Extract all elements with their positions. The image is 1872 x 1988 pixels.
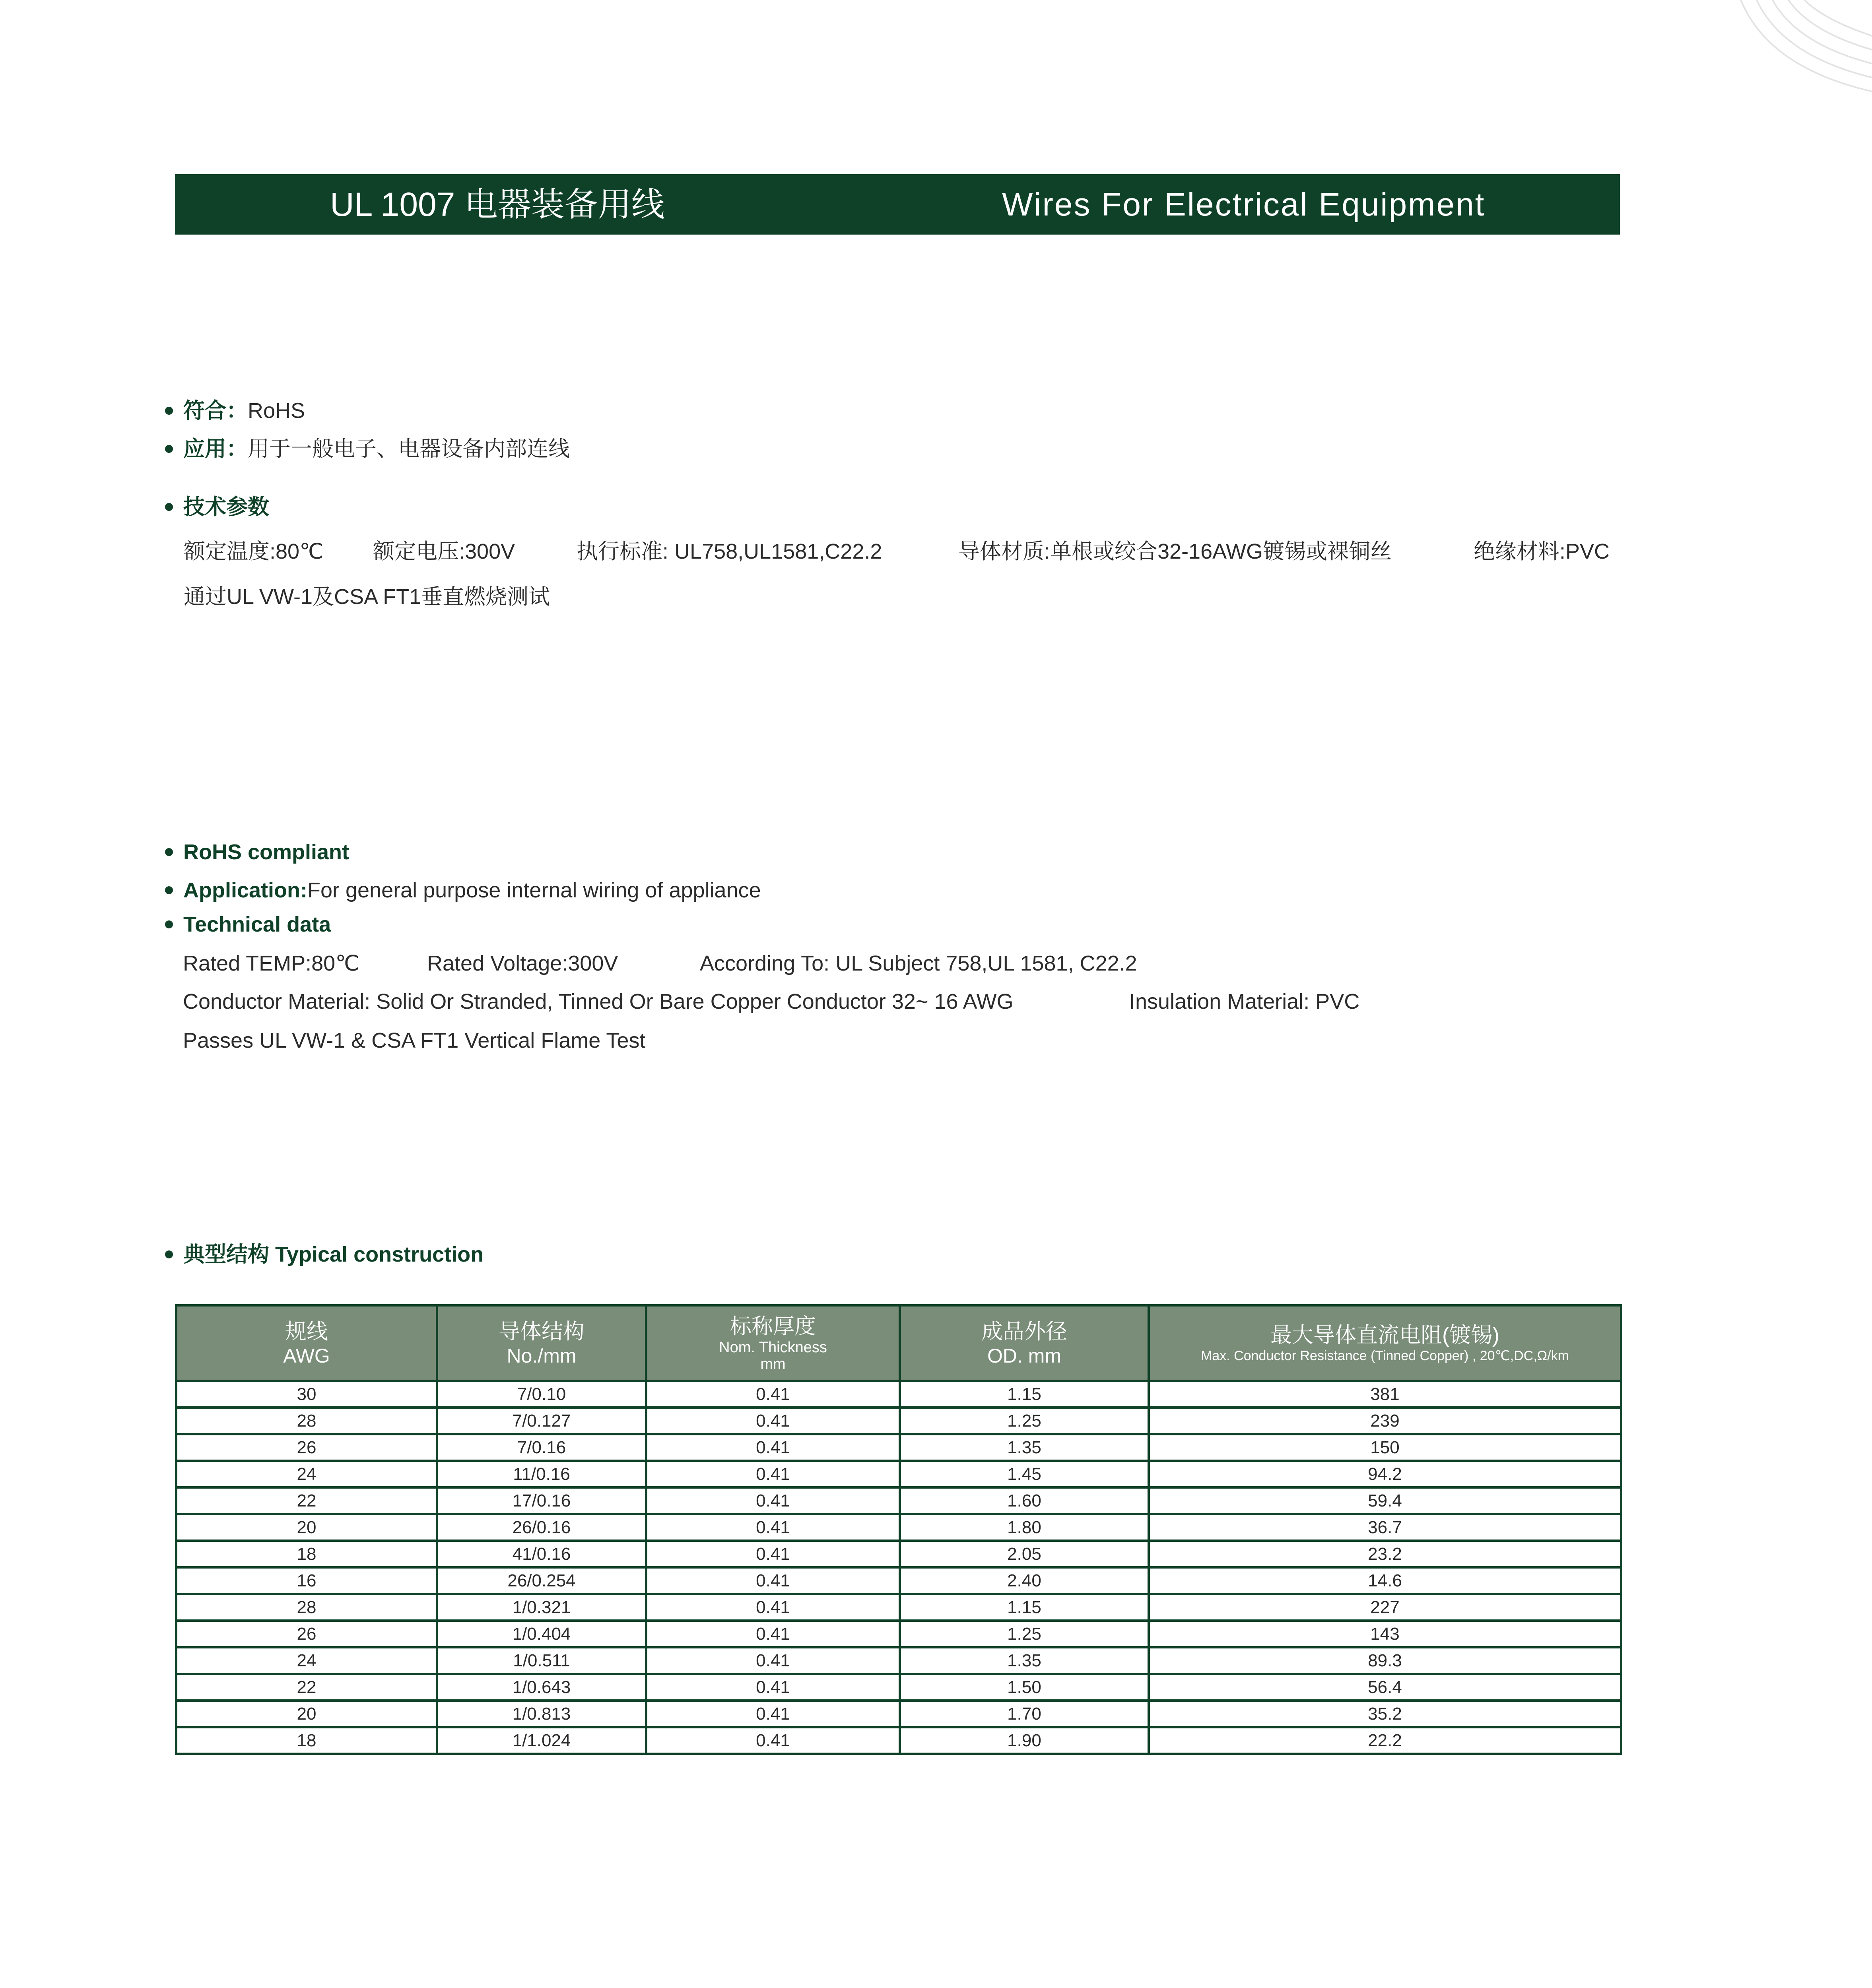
en-application-label: Application: xyxy=(183,878,307,902)
header-conductor: 导体结构 No./mm xyxy=(437,1305,646,1381)
cell-conductor: 7/0.10 xyxy=(437,1381,646,1408)
cn-insulation: 绝缘材料:PVC xyxy=(1474,540,1610,563)
en-rohs-label: RoHS compliant xyxy=(183,840,350,864)
table-row xyxy=(176,1434,1621,1461)
title-english: Wires For Electrical Equipment xyxy=(1002,186,1486,223)
bullet-dot-icon xyxy=(165,407,173,415)
cell-resistance: 227 xyxy=(1149,1594,1621,1621)
cn-standard: 执行标准: UL758,UL1581,C22.2 xyxy=(577,540,882,563)
cell-thickness: 0.41 xyxy=(646,1701,900,1727)
cell-conductor: 1/0.511 xyxy=(437,1647,646,1674)
cn-compliance-label: 符合： xyxy=(183,399,248,423)
cell-od: 2.40 xyxy=(900,1567,1149,1594)
table-row xyxy=(176,1594,1621,1621)
table-row xyxy=(176,1674,1621,1701)
table-row xyxy=(176,1621,1621,1647)
cell-awg: 22 xyxy=(176,1674,437,1701)
cn-rated-temp: 额定温度:80℃ xyxy=(184,540,324,563)
table-row xyxy=(176,1647,1621,1674)
cell-conductor: 1/0.321 xyxy=(437,1594,646,1621)
cell-thickness: 0.41 xyxy=(646,1727,900,1754)
cell-conductor: 7/0.16 xyxy=(437,1434,646,1461)
cell-od: 1.35 xyxy=(900,1434,1149,1461)
cell-thickness: 0.41 xyxy=(646,1621,900,1647)
en-rated-voltage: Rated Voltage:300V xyxy=(427,951,618,975)
bullet-dot-icon xyxy=(165,920,173,928)
cn-compliance-row xyxy=(165,397,305,425)
cell-conductor: 1/0.813 xyxy=(437,1701,646,1727)
header-resistance: 最大导体直流电阻(镀锡) Max. Conductor Resistance (Tinned Copper) , 20℃,DC,Ω/km xyxy=(1149,1305,1621,1381)
bullet-dot-icon xyxy=(165,503,173,511)
cell-resistance: 23.2 xyxy=(1149,1541,1621,1567)
cell-conductor: 26/0.254 xyxy=(437,1567,646,1594)
cell-resistance: 143 xyxy=(1149,1621,1621,1647)
cell-thickness: 0.41 xyxy=(646,1461,900,1487)
title-banner xyxy=(175,174,1620,235)
cell-thickness: 0.41 xyxy=(646,1541,900,1567)
cell-thickness: 0.41 xyxy=(646,1381,900,1408)
title-chinese: UL 1007 电器装备用线 xyxy=(330,186,665,223)
cell-awg: 18 xyxy=(176,1541,437,1567)
cell-od: 2.05 xyxy=(900,1541,1149,1567)
table-row xyxy=(176,1408,1621,1434)
cn-tech-label: 技术参数 xyxy=(183,495,269,519)
en-tech-label: Technical data xyxy=(183,912,331,936)
bullet-dot-icon xyxy=(165,445,173,453)
cell-thickness: 0.41 xyxy=(646,1567,900,1594)
cell-resistance: 22.2 xyxy=(1149,1727,1621,1754)
cell-awg: 24 xyxy=(176,1461,437,1487)
cell-awg: 16 xyxy=(176,1567,437,1594)
en-rated-temp: Rated TEMP:80℃ xyxy=(183,951,359,975)
table-row xyxy=(176,1541,1621,1567)
table-row xyxy=(176,1727,1621,1754)
cell-awg: 22 xyxy=(176,1487,437,1514)
cell-awg: 20 xyxy=(176,1701,437,1727)
cell-awg: 24 xyxy=(176,1647,437,1674)
bullet-dot-icon xyxy=(165,1250,173,1258)
cell-od: 1.70 xyxy=(900,1701,1149,1727)
table-row xyxy=(176,1461,1621,1487)
cell-awg: 20 xyxy=(176,1514,437,1541)
cn-tech-heading xyxy=(165,493,269,521)
construction-heading xyxy=(165,1241,484,1268)
cell-resistance: 59.4 xyxy=(1149,1487,1621,1514)
cell-resistance: 94.2 xyxy=(1149,1461,1621,1487)
cell-od: 1.15 xyxy=(900,1381,1149,1408)
en-according-to: According To: UL Subject 758,UL 1581, C22.2 xyxy=(700,951,1137,975)
cell-conductor: 7/0.127 xyxy=(437,1408,646,1434)
cn-flame-test: 通过UL VW-1及CSA FT1垂直燃烧测试 xyxy=(184,585,550,609)
table-row xyxy=(176,1514,1621,1541)
cell-thickness: 0.41 xyxy=(646,1487,900,1514)
table-row xyxy=(176,1701,1621,1727)
cell-awg: 18 xyxy=(176,1727,437,1754)
cell-resistance: 89.3 xyxy=(1149,1647,1621,1674)
cell-thickness: 0.41 xyxy=(646,1647,900,1674)
cell-awg: 28 xyxy=(176,1408,437,1434)
cell-conductor: 1/0.643 xyxy=(437,1674,646,1701)
table-row xyxy=(176,1487,1621,1514)
en-application-value: For general purpose internal wiring of appliance xyxy=(307,878,761,902)
cell-od: 1.80 xyxy=(900,1514,1149,1541)
header-awg: 规线 AWG xyxy=(176,1305,437,1381)
cell-od: 1.15 xyxy=(900,1594,1149,1621)
cn-conductor: 导体材质:单根或绞合32-16AWG镀锡或裸铜丝 xyxy=(958,540,1392,563)
header-thickness: 标称厚度 Nom. Thickness mm xyxy=(646,1305,900,1381)
en-rohs-row xyxy=(165,838,349,866)
cell-thickness: 0.41 xyxy=(646,1674,900,1701)
cell-resistance: 35.2 xyxy=(1149,1701,1621,1727)
en-insulation: Insulation Material: PVC xyxy=(1129,990,1360,1013)
table-row xyxy=(176,1381,1621,1408)
cell-resistance: 239 xyxy=(1149,1408,1621,1434)
cell-resistance: 14.6 xyxy=(1149,1567,1621,1594)
cell-conductor: 1/1.024 xyxy=(437,1727,646,1754)
corner-arc-decoration xyxy=(1705,0,1872,95)
cell-od: 1.60 xyxy=(900,1487,1149,1514)
en-application-row xyxy=(165,876,761,904)
cn-application-label: 应用： xyxy=(183,437,248,461)
construction-label: 典型结构 Typical construction xyxy=(183,1242,484,1266)
cn-application-row xyxy=(165,435,570,463)
cell-conductor: 1/0.404 xyxy=(437,1621,646,1647)
cell-awg: 26 xyxy=(176,1621,437,1647)
en-flame-test: Passes UL VW-1 & CSA FT1 Vertical Flame Test xyxy=(183,1029,646,1052)
cell-awg: 28 xyxy=(176,1594,437,1621)
en-conductor: Conductor Material: Solid Or Stranded, Tinned Or Bare Copper Conductor 32~ 16 AWG xyxy=(183,990,1014,1013)
cell-od: 1.45 xyxy=(900,1461,1149,1487)
table-header-row xyxy=(176,1305,1621,1381)
cell-od: 1.25 xyxy=(900,1621,1149,1647)
cell-resistance: 56.4 xyxy=(1149,1674,1621,1701)
cell-conductor: 41/0.16 xyxy=(437,1541,646,1567)
cell-od: 1.50 xyxy=(900,1674,1149,1701)
cell-conductor: 17/0.16 xyxy=(437,1487,646,1514)
header-od: 成品外径 OD. mm xyxy=(900,1305,1149,1381)
bullet-dot-icon xyxy=(165,886,173,894)
cell-resistance: 150 xyxy=(1149,1434,1621,1461)
cell-od: 1.25 xyxy=(900,1408,1149,1434)
cell-thickness: 0.41 xyxy=(646,1514,900,1541)
cell-resistance: 381 xyxy=(1149,1381,1621,1408)
cn-compliance-value: RoHS xyxy=(248,399,305,423)
cell-conductor: 11/0.16 xyxy=(437,1461,646,1487)
cell-od: 1.35 xyxy=(900,1647,1149,1674)
cell-thickness: 0.41 xyxy=(646,1594,900,1621)
cell-thickness: 0.41 xyxy=(646,1434,900,1461)
en-tech-heading xyxy=(165,911,331,938)
bullet-dot-icon xyxy=(165,848,173,856)
cell-resistance: 36.7 xyxy=(1149,1514,1621,1541)
construction-table xyxy=(175,1304,1622,1755)
cell-conductor: 26/0.16 xyxy=(437,1514,646,1541)
cn-application-value: 用于一般电子、电器设备内部连线 xyxy=(248,437,570,461)
table-row xyxy=(176,1567,1621,1594)
cell-awg: 30 xyxy=(176,1381,437,1408)
cell-od: 1.90 xyxy=(900,1727,1149,1754)
cn-rated-voltage: 额定电压:300V xyxy=(373,540,515,563)
cell-awg: 26 xyxy=(176,1434,437,1461)
cell-thickness: 0.41 xyxy=(646,1408,900,1434)
